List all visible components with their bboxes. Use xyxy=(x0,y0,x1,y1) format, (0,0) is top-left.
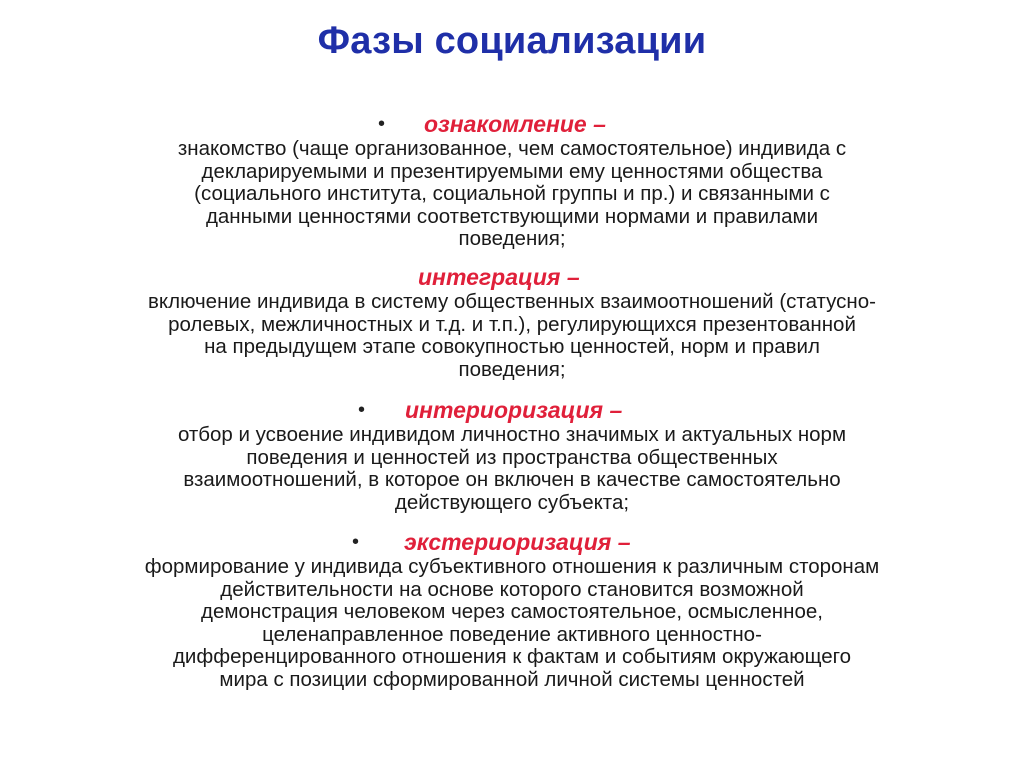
description-line: дифференцированного отношения к фактам и событиям окружающего xyxy=(172,645,852,668)
description-line: поведения; xyxy=(458,227,566,250)
slide-title: Фазы социализации xyxy=(317,20,707,62)
phase-block-interiorization xyxy=(0,396,1024,514)
bullet-icon: • xyxy=(358,399,366,421)
description-line: взаимоотношений, в которое он включен в качестве самостоятельно xyxy=(183,468,841,491)
description-line: знакомство (чаще организованное, чем самостоятельное) индивида с xyxy=(177,137,847,160)
bullet-icon: • xyxy=(352,531,360,553)
description-line: формирование у индивида субъективного отношения к различным сторонам xyxy=(144,555,880,578)
bullet-icon: • xyxy=(378,113,386,135)
description-line: поведения и ценностей из пространства общественных xyxy=(246,445,778,469)
description-line: на предыдущем этапе совокупностью ценностей, норм и правил xyxy=(204,335,820,358)
phase-term: экстериоризация – xyxy=(404,529,631,555)
phase-description xyxy=(0,138,1024,251)
phase-heading xyxy=(0,110,1024,138)
phase-term: ознакомление – xyxy=(424,111,606,137)
phase-block-exteriorization xyxy=(0,528,1024,691)
phase-heading xyxy=(0,396,1024,424)
description-line: действительности на основе которого становится возможной xyxy=(220,577,804,601)
description-line: демонстрация человеком через самостоятельное, осмысленное, xyxy=(201,600,823,623)
phase-term: интериоризация – xyxy=(405,397,623,423)
description-line: данными ценностями соответствующими нормами и правилами xyxy=(205,204,819,228)
phase-heading xyxy=(0,528,1024,556)
description-line: ролевых, межличностных и т.д. и т.п.), регулирующихся презентованной xyxy=(168,312,856,336)
description-line: (социального института, социальной группы и пр.) и связанными с xyxy=(194,182,830,205)
description-line: целенаправленное поведение активного ценностно- xyxy=(262,622,762,646)
phase-block-integration xyxy=(0,263,1024,381)
phase-description xyxy=(0,424,1024,514)
phase-heading xyxy=(0,263,1024,291)
phase-term: интеграция – xyxy=(418,264,580,290)
description-line: действующего субъекта; xyxy=(394,490,630,514)
phase-description xyxy=(0,556,1024,691)
description-line: декларируемыми и презентируемыми ему ценностями общества xyxy=(201,159,823,183)
description-line: отбор и усвоение индивидом личностно значимых и актуальных норм xyxy=(177,423,847,446)
description-line: мира с позиции сформированной личной системы ценностей xyxy=(219,667,805,691)
description-line: включение индивида в систему общественных взаимоотношений (статусно- xyxy=(148,290,876,313)
phase-description xyxy=(0,291,1024,381)
phase-block-familiarization xyxy=(0,110,1024,251)
description-line: поведения; xyxy=(458,357,566,381)
